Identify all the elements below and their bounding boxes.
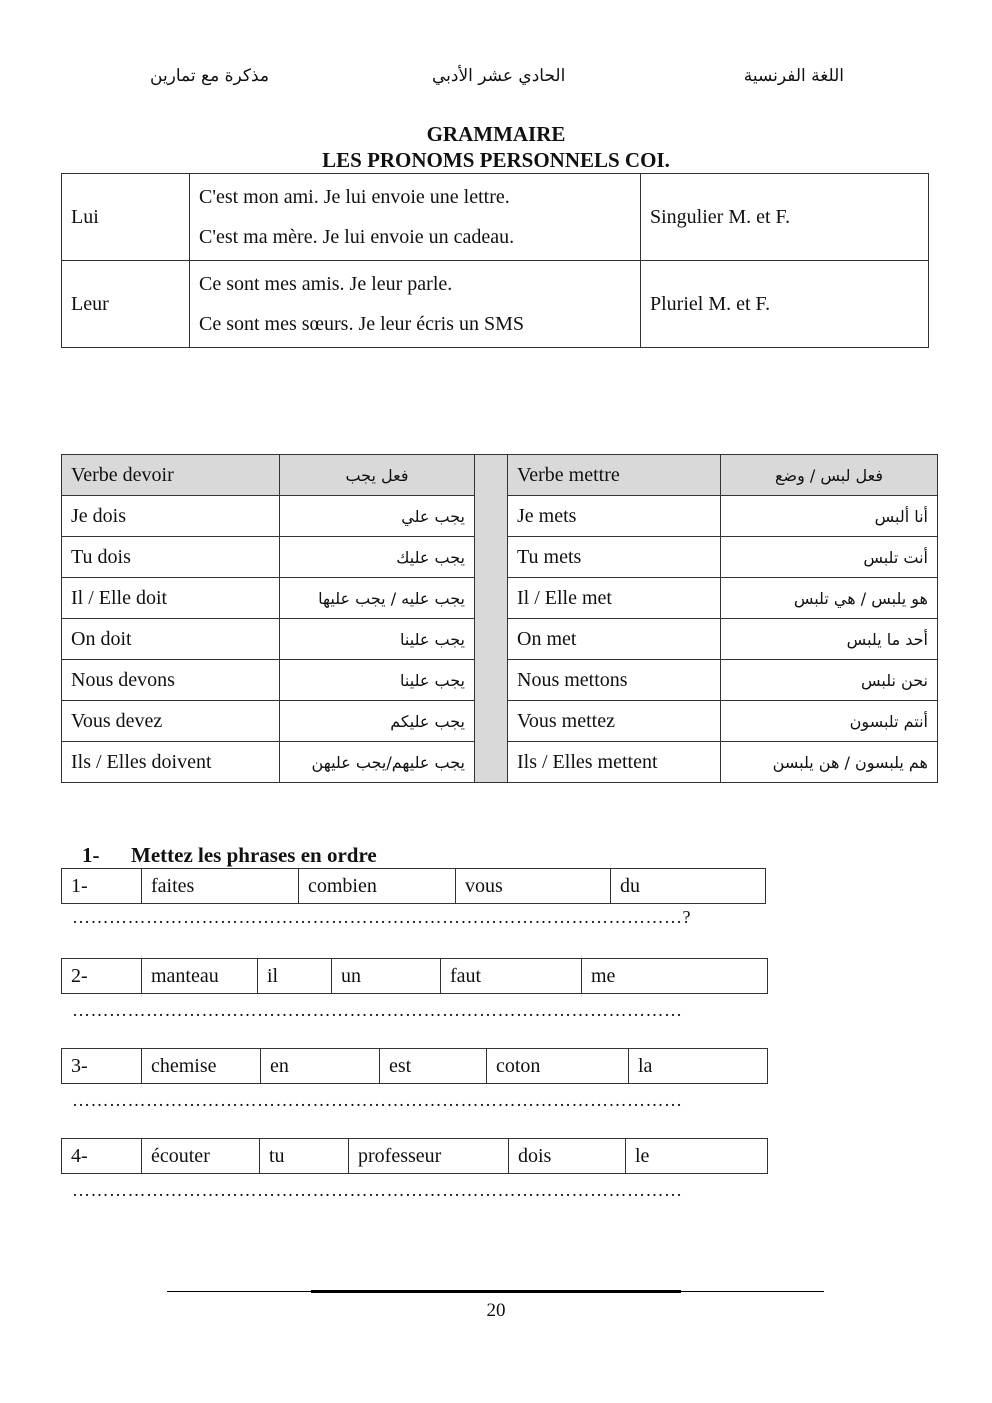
word-cell: vous [456,869,611,904]
item-number: 2- [62,959,142,994]
table-row [62,1049,768,1084]
mettre-ar: أنا ألبس [721,496,938,537]
mettre-fr: Vous mettez [508,701,721,742]
devoir-header-fr: Verbe devoir [62,455,280,496]
word-cell: la [629,1049,768,1084]
word-cell: professeur [349,1139,509,1174]
mettre-header-fr: Verbe mettre [508,455,721,496]
section-title: GRAMMAIRE [426,122,566,146]
devoir-ar: يجب عليهم/يجب عليهن [280,742,475,783]
word-cell: tu [260,1139,349,1174]
footer-divider-accent [311,1290,681,1293]
section-subtitle: LES PRONOMS PERSONNELS COI. [322,148,670,172]
table-header-row [62,455,938,496]
mettre-ar: هم يلبسون / هن يلبسن [721,742,938,783]
word-cell: le [626,1139,768,1174]
examples-cell [190,261,641,348]
table-row [62,1139,768,1174]
devoir-ar: يجب عليه / يجب عليها [280,578,475,619]
answer-line[interactable]: ………………………………………………………………………………………? [72,907,691,927]
devoir-fr: Vous devez [62,701,280,742]
answer-line[interactable]: ……………………………………………………………………………………… [72,1000,683,1020]
usage-cell: Singulier M. et F. [641,174,929,261]
devoir-fr: Ils / Elles doivent [62,742,280,783]
devoir-ar: يجب علينا [280,660,475,701]
word-cell: du [611,869,766,904]
header-class: الحادي عشر الأدبي [432,66,566,86]
item-number: 4- [62,1139,142,1174]
mettre-fr: Tu mets [508,537,721,578]
devoir-ar: يجب عليك [280,537,475,578]
page-number: 20 [486,1300,506,1321]
mettre-fr: On met [508,619,721,660]
mettre-ar: هو يلبس / هي تلبس [721,578,938,619]
devoir-ar: يجب علينا [280,619,475,660]
pronouns-table [61,173,929,348]
item-number: 3- [62,1049,142,1084]
mettre-fr: Ils / Elles mettent [508,742,721,783]
word-cell: combien [299,869,456,904]
example-text: Ce sont mes sœurs. Je leur écris un SMS [199,313,524,335]
mettre-fr: Il / Elle met [508,578,721,619]
answer-line[interactable]: ……………………………………………………………………………………… [72,1180,683,1200]
exercise-number: 1- [82,843,100,867]
mettre-fr: Nous mettons [508,660,721,701]
devoir-fr: Nous devons [62,660,280,701]
devoir-ar: يجب عليكم [280,701,475,742]
pronoun-cell: Lui [62,174,190,261]
word-cell: chemise [142,1049,261,1084]
word-cell: est [380,1049,487,1084]
devoir-header-ar: فعل يجب [280,455,475,496]
word-cell: faut [441,959,582,994]
example-text: C'est mon ami. Je lui envoie une lettre. [199,186,510,208]
word-order-table [61,868,766,904]
word-cell: écouter [142,1139,260,1174]
devoir-fr: Tu dois [62,537,280,578]
mettre-ar: أنت تلبس [721,537,938,578]
word-cell: manteau [142,959,258,994]
answer-line[interactable]: ……………………………………………………………………………………… [72,1090,683,1110]
table-row [62,959,768,994]
mettre-ar: أنتم تلبسون [721,701,938,742]
word-cell: dois [509,1139,626,1174]
table-row [62,261,929,348]
usage-cell: Pluriel M. et F. [641,261,929,348]
word-cell: me [582,959,768,994]
word-cell: faites [142,869,299,904]
pronoun-cell: Leur [62,261,190,348]
example-text: Ce sont mes amis. Je leur parle. [199,273,453,295]
example-text: C'est ma mère. Je lui envoie un cadeau. [199,226,515,248]
table-row [62,869,766,904]
column-separator [475,455,508,783]
word-cell: en [261,1049,380,1084]
table-row [62,174,929,261]
mettre-ar: أحد ما يلبس [721,619,938,660]
exercise-heading [82,843,377,868]
devoir-ar: يجب علي [280,496,475,537]
mettre-header-ar: فعل لبس / وضع [721,455,938,496]
mettre-ar: نحن نلبس [721,660,938,701]
item-number: 1- [62,869,142,904]
devoir-fr: Je dois [62,496,280,537]
word-cell: coton [487,1049,629,1084]
verbs-table [61,454,938,783]
header-notes: مذكرة مع تمارين [150,66,269,86]
examples-cell [190,174,641,261]
word-cell: un [332,959,441,994]
word-order-table [61,1138,768,1174]
devoir-fr: Il / Elle doit [62,578,280,619]
word-order-table [61,1048,768,1084]
header-subject: اللغة الفرنسية [743,66,844,86]
word-cell: il [258,959,332,994]
devoir-fr: On doit [62,619,280,660]
exercise-title: Mettez les phrases en ordre [131,843,377,867]
mettre-fr: Je mets [508,496,721,537]
word-order-table [61,958,768,994]
